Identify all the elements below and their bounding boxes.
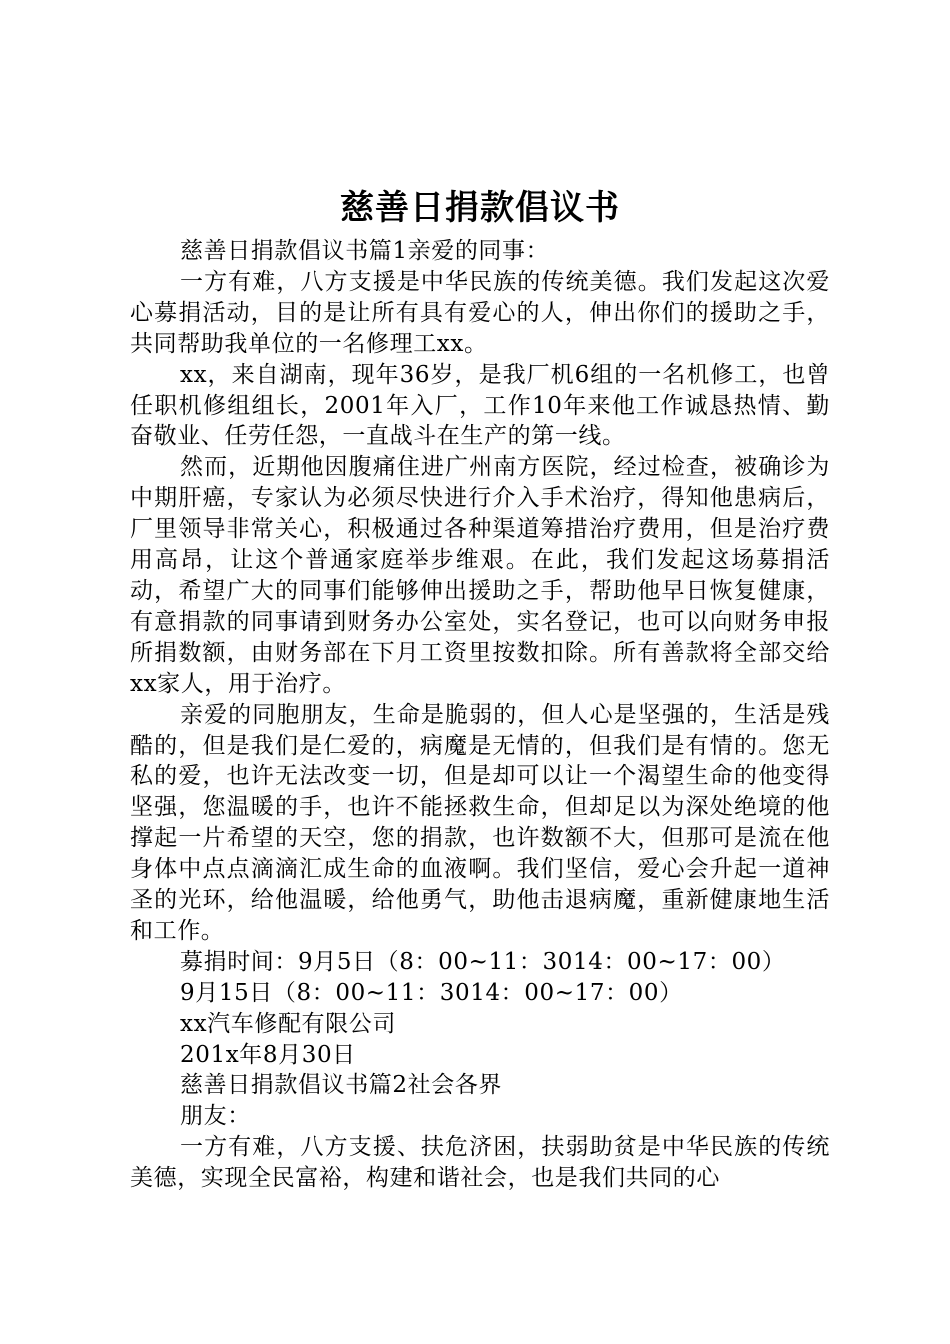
paragraph-greeting: 慈善日捐款倡议书篇1亲爱的同事： <box>180 238 550 264</box>
paragraph-donation-time-2: 9月15日（8：00~11：3014：00~17：00） <box>180 979 683 1006</box>
paragraph-intro: 一方有难，八方支援是中华民族的传统美德。我们发起这次爱心募捐活动，目的是让所有具有爱心的人，伸出你们的援助之手，共同帮助我单位的一名修理工xx。 <box>130 268 830 357</box>
paragraph-company: xx汽车修配有限公司 <box>180 1010 396 1037</box>
paragraph-section2-body: 一方有难，八方支援、扶危济困，扶弱助贫是中华民族的传统美德，实现全民富裕，构建和谐社会，也是我们共同的心 <box>130 1134 830 1192</box>
paragraph-section2-heading: 慈善日捐款倡议书篇2社会各界 <box>180 1072 503 1099</box>
paragraph-date: 201x年8月30日 <box>180 1041 356 1068</box>
paragraph-illness: 然而，近期他因腹痛住进广州南方医院，经过检查，被确诊为中期肝癌，专家认为必须尽快进行介入手术治疗，得知他患病后，厂里领导非常关心，积极通过各种渠道筹措治疗费用，但是治疗费用高昂，让这个普通家庭举步维艰。在此，我们发起这场募捐活动，希望广大的同事们能够伸出援助之手，帮助他早日恢复健康，有意捐款的同事请到财务办公室处，实名登记，也可以向财务申报所捐数额，由财务部在下月工资里按数扣除。所有善款将全部交给xx家人，用于治疗。 <box>130 454 830 697</box>
paragraph-donation-time: 募捐时间：9月5日（8：00~11：3014：00~17：00） <box>180 948 786 975</box>
document-page <box>130 180 830 1194</box>
paragraph-section2-greeting: 朋友： <box>180 1103 251 1130</box>
paragraph-background: xx，来自湖南，现年36岁，是我厂机6组的一名机修工，也曾任职机修组组长，2001年入厂，工作10年来他工作诚恳热情、勤奋敬业、任劳任怨，一直战斗在生产的第一线。 <box>130 361 830 450</box>
document-title: 慈善日捐款倡议书 <box>340 188 620 228</box>
paragraph-appeal: 亲爱的同胞朋友，生命是脆弱的，但人心是坚强的，生活是残酷的，但是我们是仁爱的，病魔是无情的，但我们是有情的。您无私的爱，也许无法改变一切，但是却可以让一个渴望生命的他变得坚强，您温暖的手，也许不能拯救生命，但却足以为深处绝境的他撑起一片希望的天空，您的捐款，也许数额不大，但那可是流在他身体中点点滴滴汇成生命的血液啊。我们坚信，爱心会升起一道神圣的光环，给他温暖，给他勇气，助他击退病魔，重新健康地生活和工作。 <box>130 701 830 944</box>
